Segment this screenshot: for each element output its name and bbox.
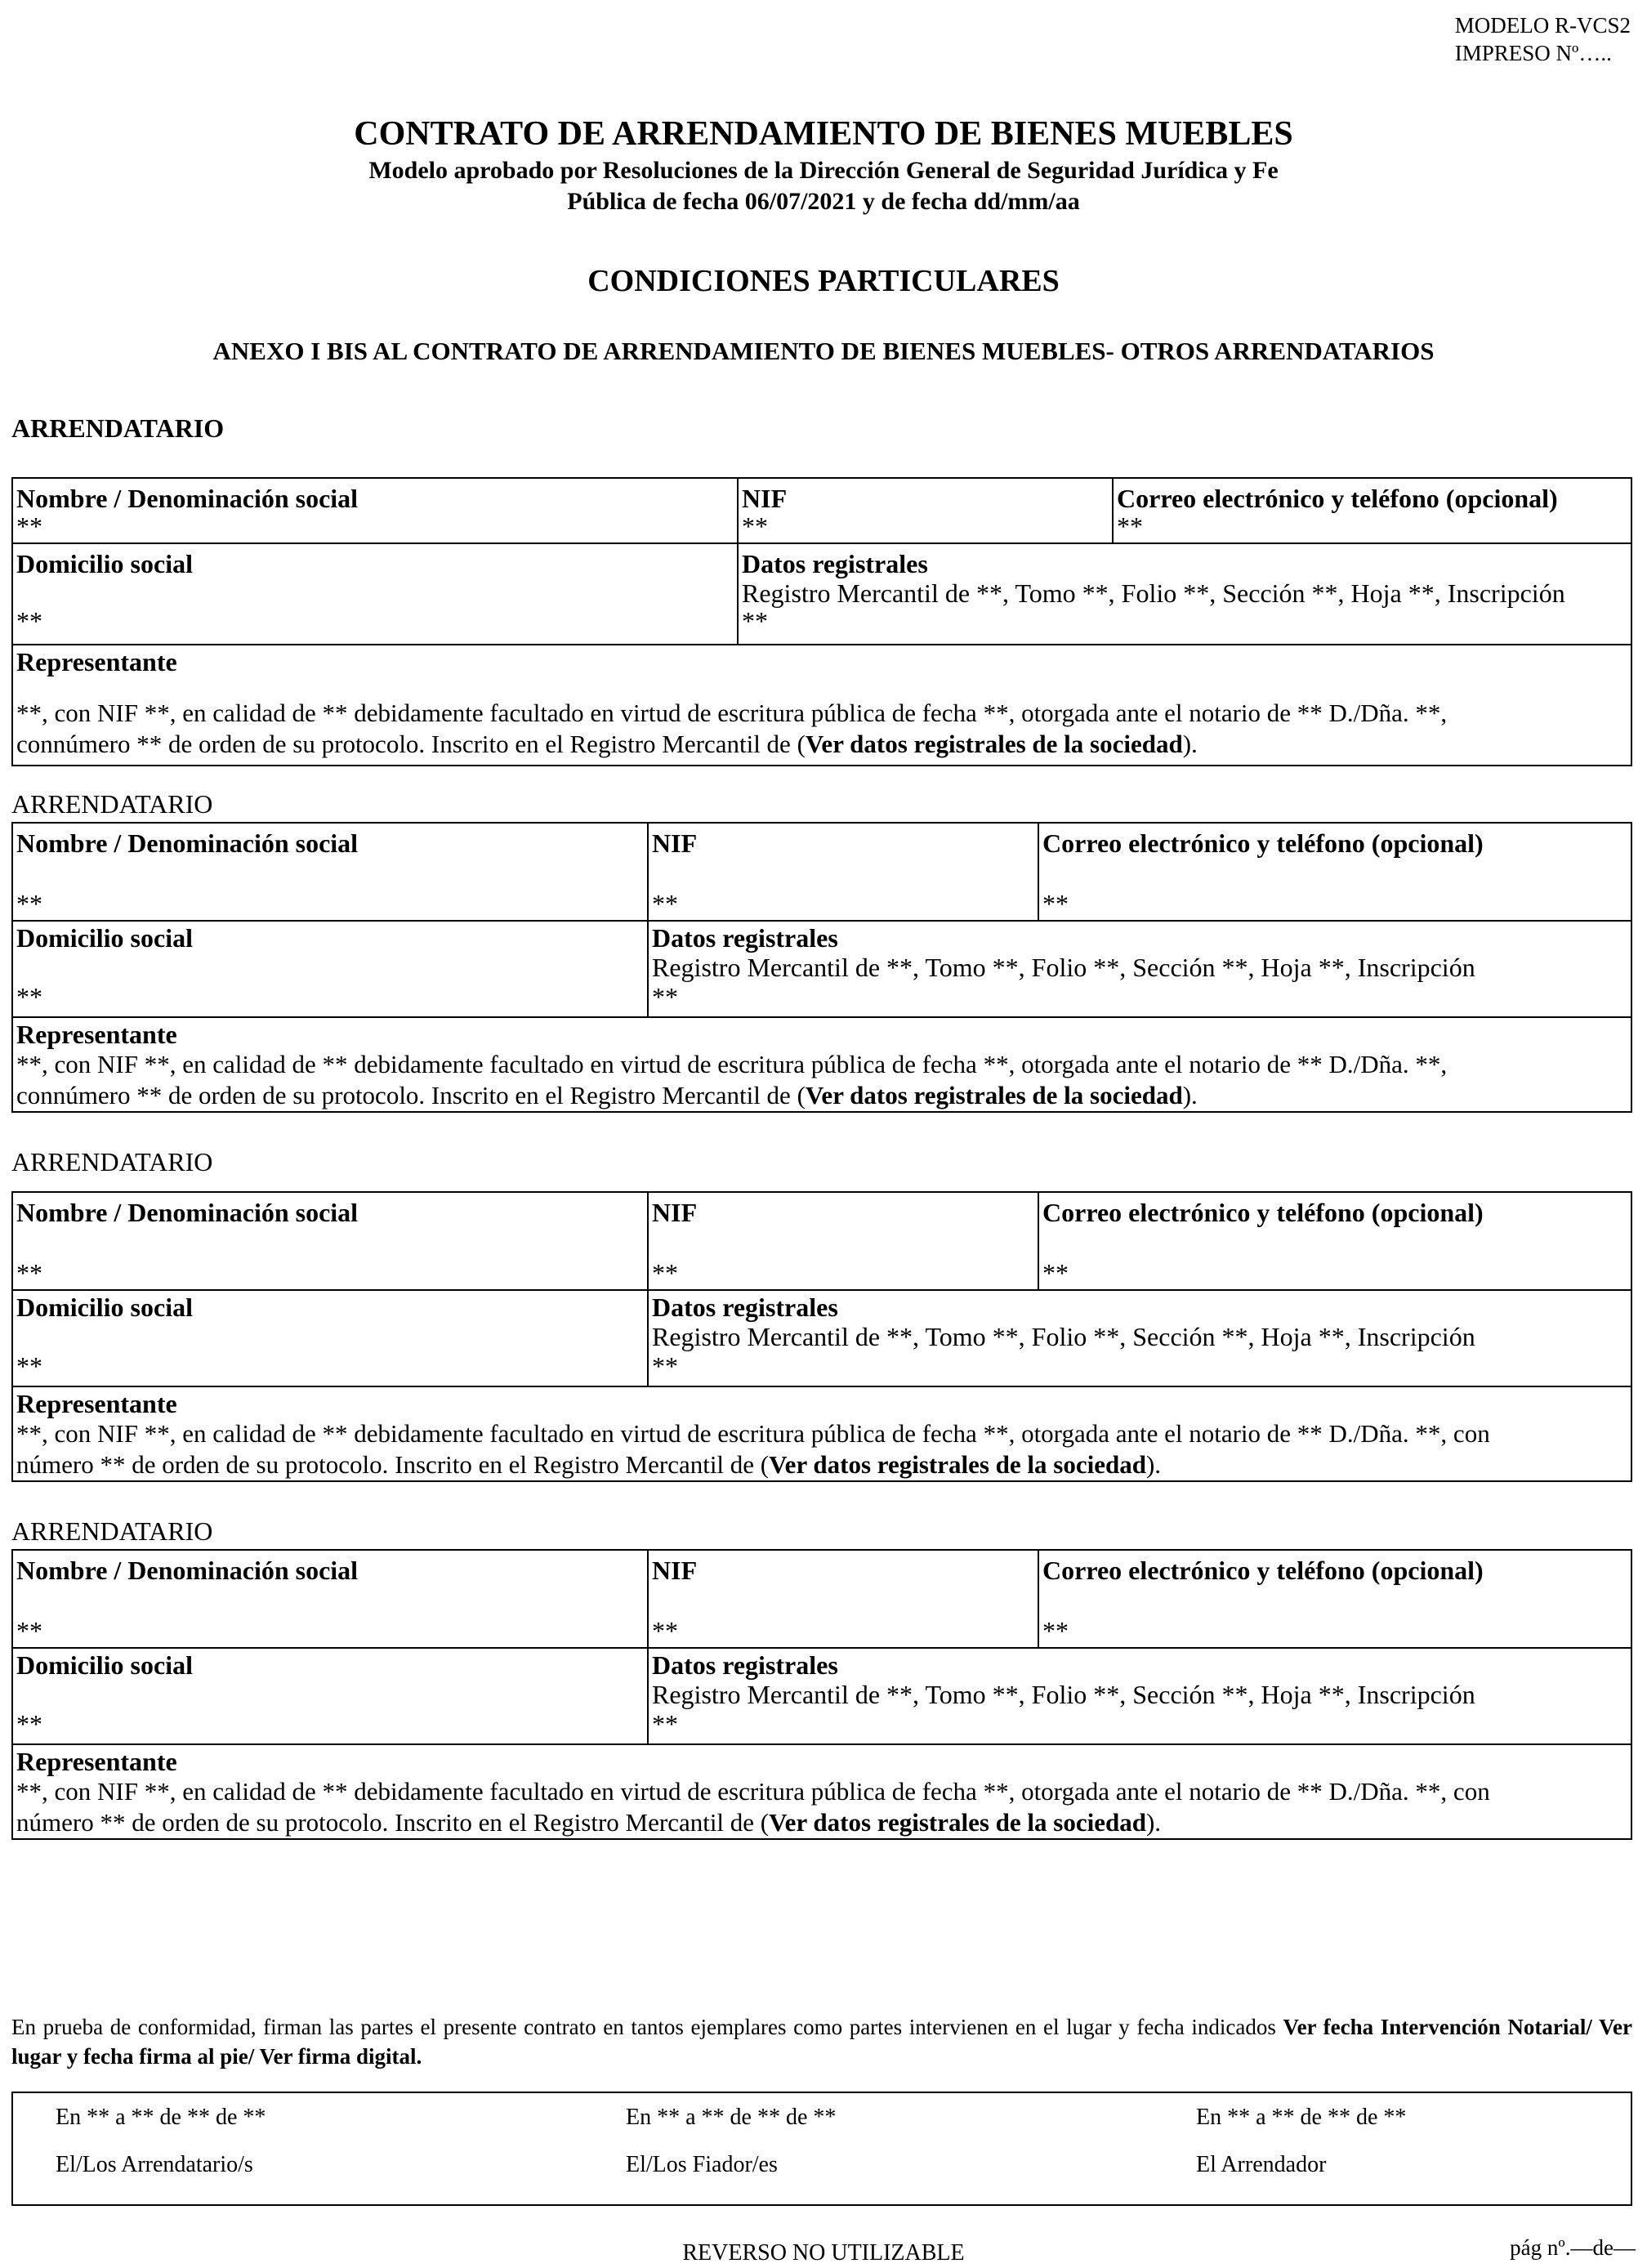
nif-value: ** bbox=[652, 889, 678, 918]
divider bbox=[13, 920, 1631, 922]
signature-role: El/Los Arrendatario/s bbox=[56, 2152, 253, 2177]
divider bbox=[13, 1743, 1631, 1745]
rep-bold: Ver datos registrales de la sociedad bbox=[805, 730, 1183, 758]
registry-text: Registro Mercantil de **, Tomo **, Folio **, Sección **, Hoja **, Inscripción bbox=[652, 1322, 1475, 1351]
name-value: ** bbox=[16, 889, 42, 918]
nif-value: ** bbox=[652, 1616, 678, 1645]
agreement-paragraph bbox=[11, 2012, 1632, 2071]
address-value: ** bbox=[16, 1709, 42, 1739]
representative-text bbox=[16, 1418, 1626, 1480]
rep-bold: Ver datos registrales de la sociedad bbox=[769, 1808, 1146, 1837]
tenant-2-table bbox=[11, 822, 1632, 1113]
rep-line-2: número ** de orden de su protocolo. Inscrito en el Registro Mercantil de (Ver datos registrales de la sociedad). bbox=[16, 1450, 1162, 1479]
signature-column-lessor bbox=[1155, 2093, 1632, 2204]
contact-label: Correo electrónico y teléfono (opcional) bbox=[1042, 1198, 1484, 1227]
address-label: Domicilio social bbox=[16, 1292, 193, 1322]
model-number: MODELO R-VCS2 bbox=[1454, 13, 1631, 38]
address-value: ** bbox=[16, 1351, 42, 1381]
divider bbox=[13, 1289, 1631, 1291]
divider bbox=[13, 644, 1631, 645]
registry-text: Registro Mercantil de **, Tomo **, Folio **, Sección **, Hoja **, Inscripción bbox=[652, 953, 1475, 982]
address-label: Domicilio social bbox=[16, 923, 193, 953]
tenant-4-label: ARRENDATARIO bbox=[11, 1516, 213, 1546]
tenant-3-table bbox=[11, 1191, 1632, 1482]
reverse-notice: REVERSO NO UTILIZABLE bbox=[682, 2240, 965, 2266]
printed-number: IMPRESO Nº….. bbox=[1454, 41, 1612, 65]
representative-label: Representante bbox=[16, 1389, 177, 1418]
contact-label: Correo electrónico y teléfono (opcional) bbox=[1117, 484, 1558, 513]
rep-bold: Ver datos registrales de la sociedad bbox=[805, 1081, 1183, 1109]
contact-value: ** bbox=[1042, 1258, 1069, 1288]
document-title: CONTRATO DE ARRENDAMIENTO DE BIENES MUEBLES bbox=[354, 115, 1293, 153]
registry-text: Registro Mercantil de **, Tomo **, Folio **, Sección **, Hoja **, Inscripción bbox=[742, 578, 1565, 608]
rep-line-1: **, con NIF **, en calidad de ** debidamente facultado en virtud de escritura pública de fecha **, otorgada ante el notario de ** D./Dña. **, con bbox=[16, 1777, 1490, 1806]
registry-value: ** bbox=[652, 1351, 678, 1381]
address-value: ** bbox=[16, 606, 42, 636]
rep-line-2: connúmero ** de orden de su protocolo. Inscrito en el Registro Mercantil de (Ver datos registrales de la sociedad). bbox=[16, 730, 1198, 758]
name-label: Nombre / Denominación social bbox=[16, 484, 359, 513]
nif-label: NIF bbox=[652, 1556, 698, 1585]
divider bbox=[13, 1016, 1631, 1018]
signature-date: En ** a ** de ** de ** bbox=[626, 2105, 837, 2130]
registry-label: Datos registrales bbox=[652, 1650, 838, 1680]
tenant-1-label: ARRENDATARIO bbox=[11, 413, 225, 443]
address-value: ** bbox=[16, 982, 42, 1011]
signature-role: El/Los Fiador/es bbox=[626, 2152, 778, 2177]
registry-value: ** bbox=[652, 982, 678, 1011]
registry-label: Datos registrales bbox=[742, 549, 928, 578]
representative-text bbox=[16, 698, 1626, 760]
representative-label: Representante bbox=[16, 1747, 177, 1776]
representative-label: Representante bbox=[16, 1020, 177, 1049]
signature-date: En ** a ** de ** de ** bbox=[1196, 2105, 1407, 2130]
signature-column-guarantors bbox=[585, 2093, 1157, 2204]
registry-label: Datos registrales bbox=[652, 923, 838, 953]
name-label: Nombre / Denominación social bbox=[16, 1198, 359, 1227]
registry-value: ** bbox=[742, 606, 768, 636]
agreement-text: En prueba de conformidad, firman las partes el presente contrato en tantos ejemplares como partes intervienen en el lugar y fecha indicados bbox=[11, 2015, 1276, 2039]
rep-line-1: **, con NIF **, en calidad de ** debidamente facultado en virtud de escritura pública de fecha **, otorgada ante el notario de ** D./Dña. **, bbox=[16, 699, 1448, 727]
signature-role: El Arrendador bbox=[1196, 2152, 1327, 2177]
nif-value: ** bbox=[742, 511, 768, 541]
document-subtitle: Modelo aprobado por Resoluciones de la Dirección General de Seguridad Jurídica y Fe Pública de fecha 06/07/2021 y de fecha dd/mm/aa bbox=[368, 157, 1279, 215]
rep-bold: Ver datos registrales de la sociedad bbox=[769, 1450, 1146, 1479]
registry-label: Datos registrales bbox=[652, 1292, 838, 1322]
address-label: Domicilio social bbox=[16, 549, 193, 578]
divider bbox=[13, 1386, 1631, 1387]
page-number: pág nº.—de— bbox=[1510, 2235, 1636, 2260]
address-label: Domicilio social bbox=[16, 1650, 193, 1680]
registry-text: Registro Mercantil de **, Tomo **, Folio **, Sección **, Hoja **, Inscripción bbox=[652, 1680, 1475, 1709]
name-label: Nombre / Denominación social bbox=[16, 828, 359, 858]
nif-label: NIF bbox=[652, 1198, 698, 1227]
name-value: ** bbox=[16, 1616, 42, 1645]
nif-label: NIF bbox=[652, 828, 698, 858]
signature-date: En ** a ** de ** de ** bbox=[56, 2105, 266, 2130]
rep-line-1: **, con NIF **, en calidad de ** debidamente facultado en virtud de escritura pública de fecha **, otorgada ante el notario de ** D./Dña. **, bbox=[16, 1050, 1448, 1078]
rep-line-1: **, con NIF **, en calidad de ** debidamente facultado en virtud de escritura pública de fecha **, otorgada ante el notario de ** D./Dña. **, con bbox=[16, 1419, 1490, 1448]
model-code bbox=[1455, 11, 1631, 67]
nif-label: NIF bbox=[742, 484, 788, 513]
representative-text bbox=[16, 1049, 1626, 1111]
rep-line-2: número ** de orden de su protocolo. Inscrito en el Registro Mercantil de (Ver datos registrales de la sociedad). bbox=[16, 1808, 1162, 1837]
contact-value: ** bbox=[1042, 1616, 1069, 1645]
representative-text bbox=[16, 1776, 1626, 1838]
annex-title: ANEXO I BIS AL CONTRATO DE ARRENDAMIENTO DE BIENES MUEBLES- OTROS ARRENDATARIOS bbox=[212, 337, 1435, 365]
name-value: ** bbox=[16, 511, 42, 541]
tenant-1-table bbox=[11, 477, 1632, 766]
agreement-bold: Ver fecha Intervención Notarial/ Ver lugar y fecha firma al pie/ Ver firma digital. bbox=[11, 2015, 1633, 2069]
name-value: ** bbox=[16, 1258, 42, 1288]
contact-value: ** bbox=[1042, 889, 1069, 918]
tenant-4-table bbox=[11, 1549, 1632, 1840]
tenant-2-label: ARRENDATARIO bbox=[11, 789, 213, 819]
tenant-3-label: ARRENDATARIO bbox=[11, 1147, 213, 1176]
section-title: CONDICIONES PARTICULARES bbox=[587, 264, 1060, 298]
nif-value: ** bbox=[652, 1258, 678, 1288]
registry-value: ** bbox=[652, 1709, 678, 1739]
contact-value: ** bbox=[1117, 511, 1143, 541]
contact-label: Correo electrónico y teléfono (opcional) bbox=[1042, 1556, 1484, 1585]
divider bbox=[13, 1647, 1631, 1649]
divider bbox=[13, 542, 1631, 544]
name-label: Nombre / Denominación social bbox=[16, 1556, 359, 1585]
contact-label: Correo electrónico y teléfono (opcional) bbox=[1042, 828, 1484, 858]
signature-table bbox=[11, 2092, 1632, 2206]
representative-label: Representante bbox=[16, 647, 177, 676]
rep-line-2: connúmero ** de orden de su protocolo. Inscrito en el Registro Mercantil de (Ver datos registrales de la sociedad). bbox=[16, 1081, 1198, 1109]
signature-column-tenants bbox=[13, 2093, 585, 2204]
